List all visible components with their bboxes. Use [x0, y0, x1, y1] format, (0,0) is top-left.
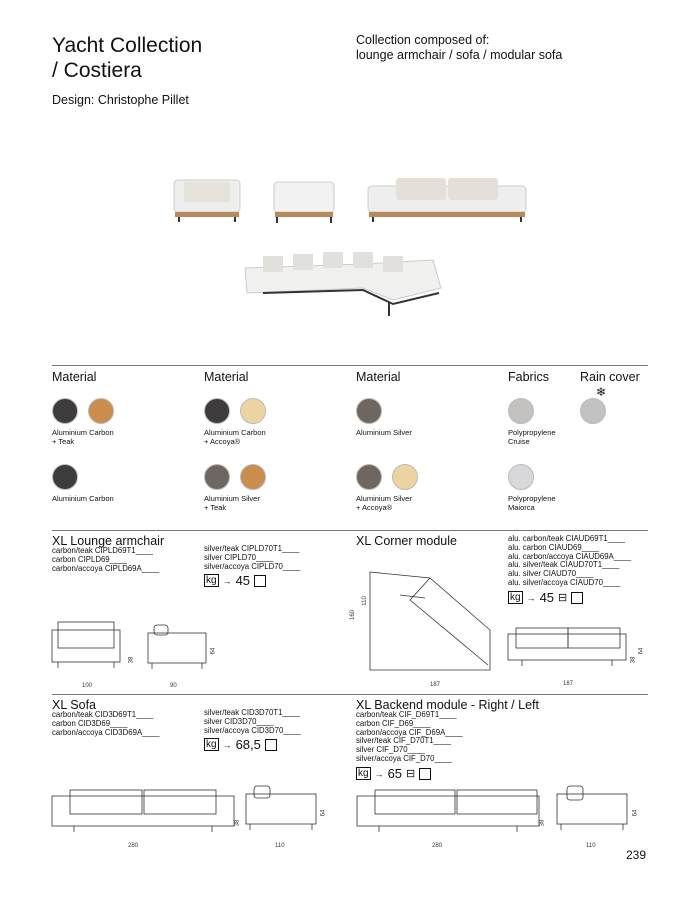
code: carbon CIF_D69____: [356, 718, 431, 728]
dim-width: 100: [82, 683, 93, 689]
designer: Design: Christophe Pillet: [52, 93, 189, 107]
material-header-1: Material: [52, 370, 97, 384]
armchair-photo-1: [172, 178, 242, 223]
dim-seat-height: 38: [234, 819, 241, 827]
weight-icon: kg: [206, 739, 217, 750]
finish-label: [52, 429, 114, 446]
arrow: →: [374, 768, 384, 779]
backend-front-drawing: [357, 790, 539, 834]
product-name-corner: XL Corner module: [356, 534, 457, 548]
material-header-3: Material: [356, 370, 401, 384]
armchair-side-drawing: [148, 625, 208, 670]
finish-label-line: + Accoya®: [204, 436, 241, 446]
cushion-icon: [571, 592, 583, 604]
code: silver/accoya CIPLD70____: [204, 561, 301, 571]
page-number: 239: [626, 848, 647, 862]
finish-swatch: [508, 464, 534, 490]
weight-value: 68,5: [235, 737, 261, 752]
arrow: →: [222, 575, 232, 586]
finish-label: [508, 495, 556, 512]
code: silver/accoya CIF_D70____: [356, 753, 452, 763]
code: alu. carbon/accoya CIAUD69A____: [508, 551, 632, 561]
code: silver/teak CIPLD70T1____: [204, 544, 300, 553]
module-icon: ⊟: [558, 592, 568, 604]
finish-swatch: [356, 398, 382, 424]
armchair-weight: [204, 573, 266, 588]
finish-label-line: Aluminium Carbon: [52, 428, 114, 437]
product-name-backend: XL Backend module - Right / Left: [356, 698, 539, 712]
code: alu. carbon CIAUD69____: [508, 542, 600, 552]
title-line-1: Yacht Collection: [52, 34, 203, 57]
armchair-codes-a: [52, 547, 159, 573]
weight-icon: kg: [206, 575, 217, 586]
dim-height: 64: [638, 647, 645, 655]
dim-height: 64: [320, 809, 327, 817]
dim-seat-height: 38: [630, 656, 637, 664]
fabrics-header: Fabrics: [508, 370, 549, 384]
finish-label: [356, 429, 412, 438]
weight-icon: kg: [358, 768, 369, 779]
dim-depth: 110: [275, 843, 285, 849]
code: silver CIPLD70____: [204, 552, 274, 562]
sofa-side-drawing: [246, 786, 318, 832]
arrow: →: [526, 592, 536, 603]
finish-swatch: [88, 398, 114, 424]
dim-seat-height: 38: [128, 656, 135, 664]
code: carbon/accoya CIF_D69A____: [356, 727, 463, 737]
code: silver/teak CID3D70T1____: [204, 708, 300, 717]
material-header-2: Material: [204, 370, 249, 384]
corner-plan-drawing: [370, 570, 495, 670]
weight-value: 65: [387, 766, 403, 781]
code: carbon/teak CIPLD69T1____: [52, 546, 153, 555]
rain-cover-header: Rain cover: [580, 370, 640, 384]
code: alu. silver CIAUD70____: [508, 569, 594, 579]
snowflake-icon: ❄: [596, 385, 607, 399]
dim-depth: 90: [170, 683, 177, 689]
cushion-icon: [419, 768, 431, 780]
dim-width-2: 187: [563, 681, 574, 687]
finish-label-line: Aluminium Carbon: [204, 428, 266, 437]
product-name-sofa: XL Sofa: [52, 698, 97, 712]
weight-icon: kg: [510, 592, 521, 603]
finish-label-line: + Accoya®: [356, 502, 393, 512]
collection-title: [52, 33, 202, 83]
code: alu. silver/accoya CIAUD70____: [508, 577, 621, 587]
dim-width: 280: [128, 843, 139, 849]
composition: [356, 33, 562, 63]
armchair-codes-b: [204, 545, 300, 571]
code: silver CID3D70____: [204, 716, 274, 726]
finish-label-line: Aluminium Silver: [356, 428, 412, 437]
finish-swatch: [204, 398, 230, 424]
module-icon: ⊟: [406, 768, 416, 780]
backend-weight: [356, 766, 431, 781]
title-line-2: / Costiera: [52, 59, 142, 82]
dim-height: 64: [632, 809, 639, 817]
dim-depth-1: 160: [350, 609, 357, 621]
finish-label-line: Polypropylene: [508, 428, 556, 437]
code: carbon CID3D69____: [52, 718, 128, 728]
finish-label: [356, 495, 412, 512]
finish-label-line: Aluminium Silver: [356, 494, 412, 503]
sofa-weight: [204, 737, 277, 752]
code: carbon/accoya CIPLD69A____: [52, 563, 160, 573]
sofa-photo: [366, 176, 528, 224]
finish-label-line: + Teak: [204, 502, 227, 512]
dim-seat-height: 38: [539, 819, 546, 827]
sofa-codes-a: [52, 711, 160, 737]
finish-label: [52, 495, 114, 504]
backend-codes: [356, 711, 463, 764]
composition-label: Collection composed of:: [356, 33, 490, 47]
dim-height: 64: [210, 647, 217, 655]
finish-label-line: Polypropylene: [508, 494, 556, 503]
code: silver/accoya CID3D70____: [204, 725, 301, 735]
finish-swatch: [204, 464, 230, 490]
finish-swatch: [240, 464, 266, 490]
finish-swatch: [52, 398, 78, 424]
finish-swatch: [580, 398, 606, 424]
weight-value: 45: [235, 573, 251, 588]
modular-sofa-photo: [243, 238, 445, 320]
code: silver/teak CIF_D70T1____: [356, 736, 451, 746]
code: alu. carbon/teak CIAUD69T1____: [508, 534, 626, 543]
dim-width: 280: [432, 843, 443, 849]
corner-weight: [508, 590, 583, 605]
armchair-photo-2: [272, 180, 337, 225]
finish-label-line: Aluminium Silver: [204, 494, 260, 503]
backend-side-drawing: [557, 786, 629, 832]
cushion-icon: [254, 575, 266, 587]
finish-label-line: Aluminium Carbon: [52, 494, 114, 503]
finish-label-line: Cruise: [508, 436, 530, 446]
finish-label-line: + Teak: [52, 436, 75, 446]
finish-swatch: [52, 464, 78, 490]
armchair-front-drawing: [52, 620, 122, 670]
finish-label: [508, 429, 556, 446]
composition-items: lounge armchair / sofa / modular sofa: [356, 48, 563, 62]
finish-label: [204, 495, 260, 512]
code: carbon/teak CID3D69T1____: [52, 710, 154, 719]
corner-codes: [508, 535, 631, 588]
finish-label: [204, 429, 266, 446]
finish-swatch: [240, 398, 266, 424]
dim-depth-2: 110: [361, 596, 368, 606]
sofa-codes-b: [204, 709, 301, 735]
code: silver CIF_D70____: [356, 745, 425, 755]
corner-front-drawing: [508, 628, 628, 668]
cushion-icon: [265, 739, 277, 751]
dim-width-1: 187: [430, 682, 441, 688]
finish-swatch: [508, 398, 534, 424]
code: carbon CIPLD69____: [52, 554, 127, 564]
code: carbon/accoya CID3D69A____: [52, 727, 160, 737]
finish-swatch: [392, 464, 418, 490]
sofa-front-drawing: [52, 790, 234, 834]
finish-label-line: Maiorca: [508, 502, 535, 512]
finish-swatch: [356, 464, 382, 490]
code: alu. silver/teak CIAUD70T1____: [508, 560, 620, 570]
code: carbon/teak CIF_D69T1____: [356, 710, 457, 719]
arrow: →: [222, 739, 232, 750]
product-name-armchair: XL Lounge armchair: [52, 534, 165, 548]
weight-value: 45: [539, 590, 555, 605]
dim-depth: 110: [586, 843, 596, 849]
